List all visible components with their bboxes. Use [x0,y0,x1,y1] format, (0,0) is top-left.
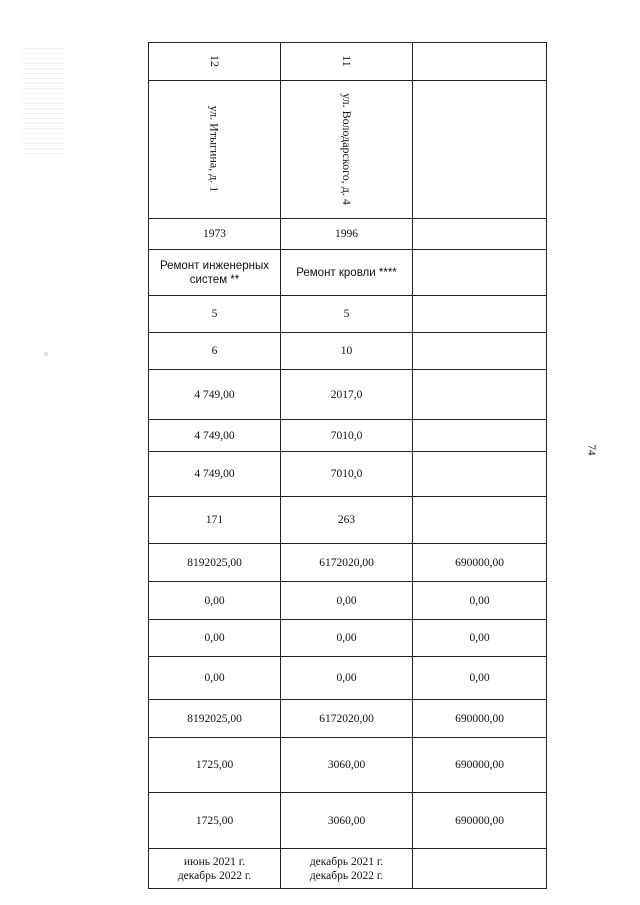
period-end: декабрь 2022 г. [309,869,384,882]
table-cell [413,452,547,497]
table-cell [413,849,547,889]
table-cell [413,43,547,81]
cost-cell: 0,00 [149,620,281,657]
page-number: 74 [585,444,598,456]
period-cell [281,849,413,889]
cost-cell: 0,00 [149,582,281,620]
cost-cell: 690000,00 [413,700,547,738]
area-cell: 7010,0 [281,420,413,452]
table-cell [413,250,547,296]
table-row [149,544,547,582]
table-row [149,420,547,452]
unit-cost-cell: 1725,00 [149,738,281,793]
table-cell [413,420,547,452]
table-row [149,333,547,370]
period-cell [149,849,281,889]
table-cell [413,370,547,420]
table-row [149,700,547,738]
table-row [149,43,547,81]
table-row [149,738,547,793]
table-row [149,497,547,544]
area-cell: 4 749,00 [149,420,281,452]
table-cell [281,81,413,219]
cost-cell: 6172020,00 [281,544,413,582]
table-row [149,620,547,657]
value-cell: 10 [281,333,413,370]
year: 1996 [281,219,413,250]
table-row [149,793,547,849]
period-end: декабрь 2022 г. [177,869,252,882]
unit-cost-cell: 3060,00 [281,738,413,793]
unit-cost-cell: 690000,00 [413,738,547,793]
cost-cell: 6172020,00 [281,700,413,738]
cost-cell: 0,00 [281,657,413,700]
column-number: 12 [207,55,222,67]
scan-artifact [44,352,48,356]
cost-cell: 0,00 [413,657,547,700]
cost-cell: 0,00 [149,657,281,700]
table-row [149,296,547,333]
table-cell [413,296,547,333]
cost-cell: 690000,00 [413,544,547,582]
table-row [149,370,547,420]
period-start: июнь 2021 г. [183,855,246,868]
table-row [149,657,547,700]
table-row [149,452,547,497]
table-row [149,250,547,296]
residents-cell: 171 [149,497,281,544]
unit-cost-cell: 690000,00 [413,793,547,849]
table-cell [413,81,547,219]
table-cell [281,43,413,81]
cost-cell: 0,00 [413,620,547,657]
cost-cell: 0,00 [413,582,547,620]
year: 1973 [149,219,281,250]
work-type: Ремонт инженерных систем ** [149,250,281,296]
cost-cell: 0,00 [281,620,413,657]
value-cell: 6 [149,333,281,370]
unit-cost-cell: 1725,00 [149,793,281,849]
data-table [148,42,547,889]
column-number: 11 [339,55,354,67]
address: ул. Итыгина, д. 1 [207,105,222,193]
area-cell: 4 749,00 [149,452,281,497]
table-cell [413,497,547,544]
period-start: декабрь 2021 г. [309,855,384,868]
table-cell [149,81,281,219]
cost-cell: 0,00 [281,582,413,620]
table-row [149,582,547,620]
work-type: Ремонт кровли **** [281,250,413,296]
table-row [149,219,547,250]
address: ул. Володарского, д. 4 [339,93,354,205]
area-cell: 7010,0 [281,452,413,497]
unit-cost-cell: 3060,00 [281,793,413,849]
scan-artifact [22,44,64,154]
table-cell [413,333,547,370]
area-cell: 4 749,00 [149,370,281,420]
table-cell [413,219,547,250]
table-row [149,81,547,219]
cost-cell: 8192025,00 [149,700,281,738]
table-row [149,849,547,889]
area-cell: 2017,0 [281,370,413,420]
cost-cell: 8192025,00 [149,544,281,582]
value-cell: 5 [281,296,413,333]
residents-cell: 263 [281,497,413,544]
table-cell [149,43,281,81]
value-cell: 5 [149,296,281,333]
